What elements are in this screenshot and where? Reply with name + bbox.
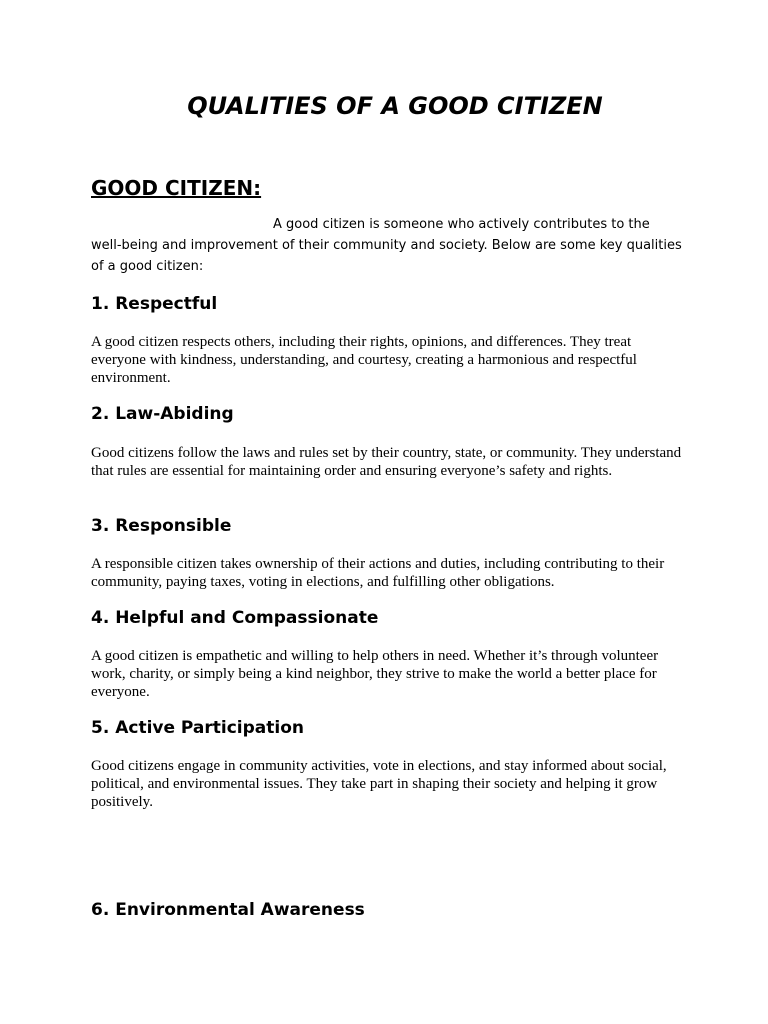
document-title: QUALITIES OF A GOOD CITIZEN — [187, 92, 603, 120]
quality-heading-law-abiding: 2. Law-Abiding — [91, 404, 234, 424]
quality-body-helpful: A good citizen is empathetic and willing to help others in need. Whether it’s through volunteer work, charity, or simply being a kind neighbor, they strive to make the world a better place for everyone. — [91, 648, 659, 700]
section-heading: GOOD CITIZEN: — [91, 176, 262, 200]
quality-body-respectful: A good citizen respects others, including their rights, opinions, and differences. They treat everyone with kindness, understanding, and courtesy, creating a harmonious and respectful environment. — [91, 334, 637, 386]
quality-heading-responsible: 3. Responsible — [91, 516, 232, 536]
quality-heading-respectful: 1. Respectful — [91, 294, 218, 314]
intro-paragraph: A good citizen is someone who actively contributes to the well-being and improvement of their community and society. Below are some key qualities of a good citizen: — [91, 217, 682, 274]
quality-body-active-participation: Good citizens engage in community activities, vote in elections, and stay informed about social, political, and environmental issues. They take part in shaping their society and helping it grow positively. — [91, 758, 667, 810]
quality-body-law-abiding: Good citizens follow the laws and rules set by their country, state, or community. They understand that rules are essential for maintaining order and ensuring everyone’s safety and rights. — [91, 445, 682, 479]
quality-body-responsible: A responsible citizen takes ownership of their actions and duties, including contributing to their community, paying taxes, voting in elections, and fulfilling other obligations. — [91, 556, 665, 590]
quality-heading-environmental-awareness: 6. Environmental Awareness — [91, 900, 365, 920]
quality-heading-helpful: 4. Helpful and Compassionate — [91, 608, 379, 628]
quality-heading-active-participation: 5. Active Participation — [91, 718, 305, 738]
